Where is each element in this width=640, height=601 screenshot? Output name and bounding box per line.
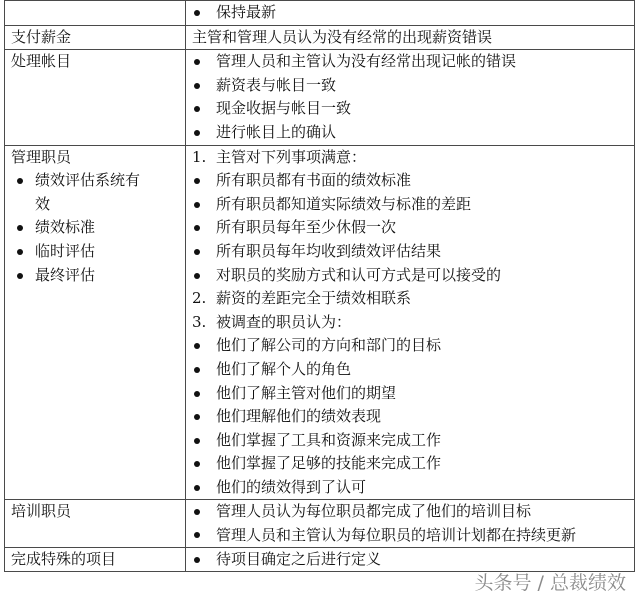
bullet-item bbox=[186, 334, 634, 358]
bullet-item bbox=[186, 240, 634, 264]
bullet-text: 所有职员每年至少休假一次 bbox=[216, 218, 397, 237]
category-cell bbox=[5, 145, 186, 500]
category-cell bbox=[5, 50, 186, 145]
bullet-text: 最终评估 bbox=[35, 265, 96, 284]
criteria-cell bbox=[186, 1, 635, 26]
table-row bbox=[5, 1, 635, 26]
bullet-text: 进行帐目上的确认 bbox=[216, 122, 337, 141]
numbered-text: 被调查的职员认为： bbox=[216, 312, 352, 331]
bullet-item bbox=[186, 97, 634, 121]
bullet-text: 他们了解主管对他们的期望 bbox=[216, 383, 397, 402]
bullet-continuation: 效 bbox=[35, 194, 51, 213]
bullet-item bbox=[186, 169, 634, 193]
category-cell bbox=[5, 547, 186, 572]
criteria-cell bbox=[186, 145, 635, 500]
numbered-item bbox=[186, 146, 634, 170]
bullet-item bbox=[186, 1, 634, 25]
row-heading: 培训职员 bbox=[11, 502, 72, 521]
bullet-item bbox=[186, 121, 634, 145]
bullet-text: 他们理解他们的绩效表现 bbox=[216, 407, 382, 426]
row-heading: 完成特殊的项目 bbox=[11, 549, 117, 568]
bullet-item bbox=[11, 264, 185, 288]
bullet-item bbox=[186, 476, 634, 500]
criteria-cell bbox=[186, 500, 635, 547]
category-cell bbox=[5, 25, 186, 50]
bullet-item bbox=[186, 264, 634, 288]
row-text: 主管和管理人员认为没有经常的出现薪资错误 bbox=[192, 27, 493, 46]
bullet-text: 保持最新 bbox=[216, 3, 277, 21]
category-cell bbox=[5, 1, 186, 26]
bullet-item bbox=[186, 429, 634, 453]
bullet-item bbox=[186, 74, 634, 98]
numbered-text: 主管对下列事项满意： bbox=[216, 147, 367, 166]
bullet-text: 他们了解个人的角色 bbox=[216, 359, 352, 378]
bullet-text: 待项目确定之后进行定义 bbox=[216, 549, 382, 568]
category-cell bbox=[5, 500, 186, 547]
bullet-item bbox=[186, 50, 634, 74]
bullet-item-wrapped: 管理人员和主管认为每位职员的培训计划都在持续更新 bbox=[186, 524, 634, 547]
bullet-text: 薪资表与帐目一致 bbox=[216, 75, 337, 94]
item-number: 2. bbox=[192, 289, 207, 308]
numbered-item bbox=[186, 311, 634, 335]
bullet-item bbox=[186, 405, 634, 429]
bullet-text: 临时评估 bbox=[35, 241, 96, 260]
row-heading: 管理职员 bbox=[11, 147, 72, 166]
bullet-text: 他们的绩效得到了认可 bbox=[216, 477, 367, 496]
table-row bbox=[5, 500, 635, 547]
bullet-text: 对职员的奖励方式和认可方式是可以接受的 bbox=[216, 265, 502, 284]
watermark: 头条号 / 总裁绩效 bbox=[474, 572, 626, 594]
row-heading: 支付薪金 bbox=[11, 27, 72, 46]
table-row bbox=[5, 25, 635, 50]
bullet-item bbox=[186, 193, 634, 217]
bullet-text: 所有职员都有书面的绩效标准 bbox=[216, 171, 412, 190]
criteria-cell bbox=[186, 25, 635, 50]
bullet-item bbox=[11, 216, 185, 240]
item-number: 3. bbox=[192, 312, 207, 331]
row-heading: 处理帐目 bbox=[11, 52, 72, 71]
bullet-text: 他们了解公司的方向和部门的目标 bbox=[216, 336, 442, 355]
item-number: 1. bbox=[192, 147, 207, 166]
bullet-item bbox=[186, 452, 634, 476]
bullet-text: 管理人员和主管认为没有经常出现记帐的错误 bbox=[216, 52, 517, 71]
bullet-text: 他们掌握了足够的技能来完成工作 bbox=[216, 454, 442, 473]
bullet-text: 管理人员认为每位职员都完成了他们的培训目标 bbox=[216, 502, 532, 521]
table-row bbox=[5, 145, 635, 500]
bullet-text: 现金收据与帐目一致 bbox=[216, 99, 352, 118]
checklist-table bbox=[4, 0, 635, 572]
bullet-text: 他们掌握了工具和资源来完成工作 bbox=[216, 430, 442, 449]
numbered-text: 薪资的差距完全于绩效相联系 bbox=[216, 289, 412, 308]
bullet-item bbox=[186, 358, 634, 382]
bullet-item bbox=[186, 382, 634, 406]
bullet-item bbox=[11, 240, 185, 264]
table-row bbox=[5, 50, 635, 145]
bullet-item bbox=[11, 169, 185, 193]
numbered-item bbox=[186, 287, 634, 311]
bullet-text: 所有职员都知道实际绩效与标准的差距 bbox=[216, 194, 472, 213]
bullet-item bbox=[186, 500, 634, 524]
bullet-item bbox=[186, 216, 634, 240]
bullet-text: 所有职员每年均收到绩效评估结果 bbox=[216, 241, 442, 260]
criteria-cell bbox=[186, 50, 635, 145]
bullet-text: 绩效评估系统有 bbox=[35, 171, 141, 190]
bullet-text: 绩效标准 bbox=[35, 218, 96, 237]
